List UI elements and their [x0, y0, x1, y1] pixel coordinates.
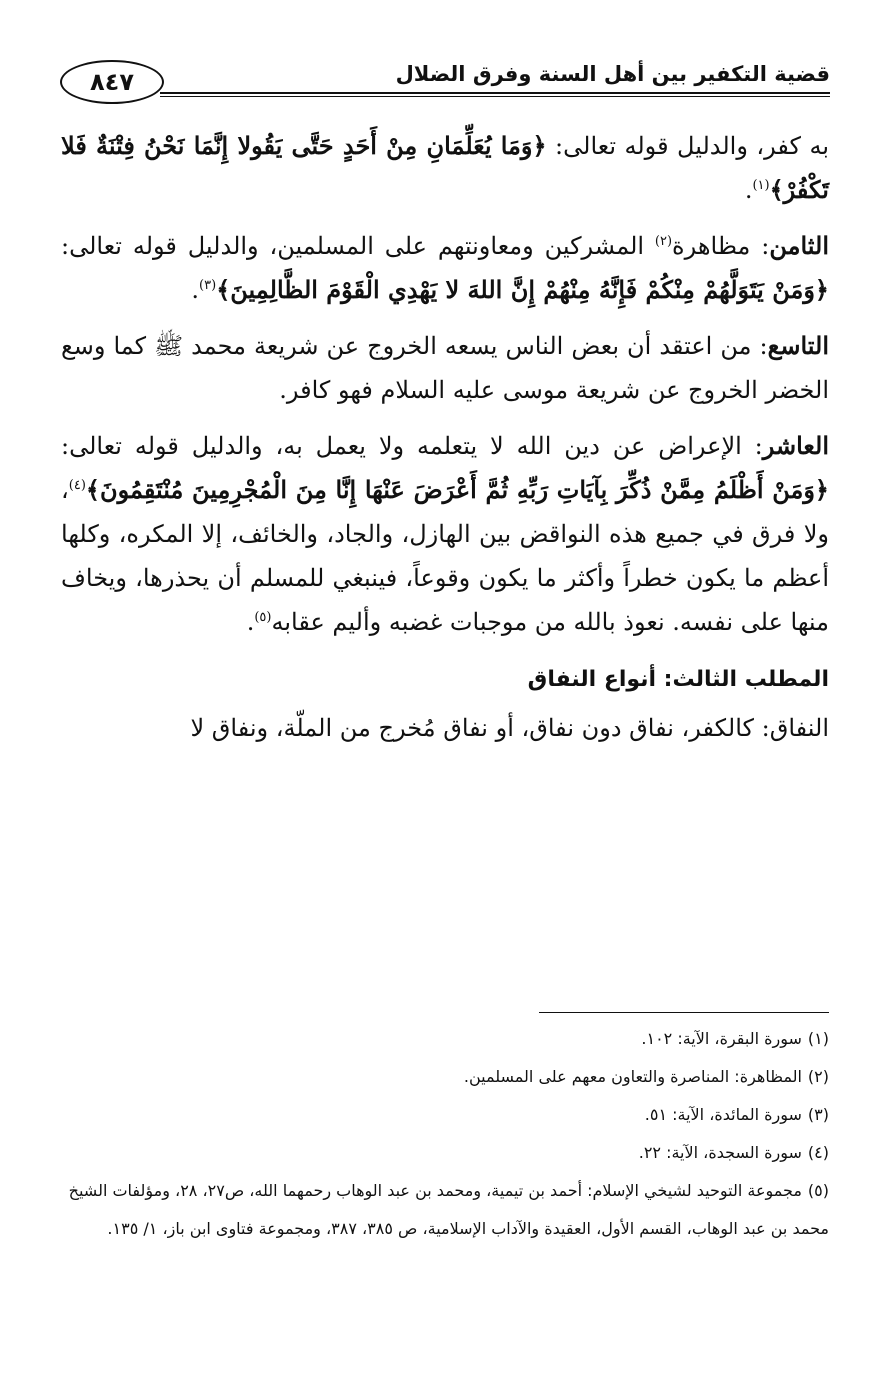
paragraph-3-lead: التاسع — [767, 331, 830, 360]
main-text — [61, 124, 829, 762]
footnote-ref-5: (٥) — [254, 610, 272, 625]
paragraph-2-text: : مظاهرة — [672, 232, 770, 260]
footnote-text: المظاهرة: المناصرة والتعاون معهم على المسلمين. — [463, 1067, 802, 1086]
footnote-number: (٢) — [807, 1067, 829, 1086]
footnote-number: (٣) — [807, 1105, 829, 1124]
footnote-2 — [61, 1058, 829, 1096]
quran-verse-1: ﴿وَمَا يُعَلِّمَانِ مِنْ أَحَدٍ حَتَّى يَقُولا إِنَّمَا نَحْنُ فِتْنَةٌ فَلا تَكْفُرْ﴾ — [61, 131, 829, 204]
footnote-text: سورة السجدة، الآية: ٢٢. — [638, 1143, 802, 1162]
running-header — [60, 58, 830, 118]
paragraph-4-text: : الإعراض عن دين الله لا يتعلمه ولا يعمل به، والدليل قوله تعالى: — [61, 432, 763, 460]
page-number-badge — [60, 60, 164, 104]
page-number: ٨٤٧ — [90, 68, 134, 96]
paragraph-2-text-2: المشركين ومعاونتهم على المسلمين، والدليل قوله تعالى: — [61, 232, 655, 260]
quran-verse-2: ﴿وَمَنْ يَتَوَلَّهُمْ مِنْكُمْ فَإِنَّهُ مِنْهُمْ إِنَّ اللهَ لا يَهْدِي الْقَوْمَ الظَّالِمِينَ﴾ — [216, 275, 829, 304]
paragraph-1-text: به كفر، والدليل قوله تعالى: — [546, 132, 830, 160]
footnote-5 — [61, 1172, 829, 1248]
paragraph-2-tail: . — [191, 276, 200, 304]
footnote-number: (٤) — [807, 1143, 829, 1162]
paragraph-1 — [61, 124, 829, 212]
paragraph-2 — [61, 224, 829, 312]
footnote-ref-3: (٣) — [199, 278, 217, 293]
footnotes — [61, 1020, 829, 1248]
paragraph-4-tail-2: . — [246, 608, 255, 636]
footnote-text: مجموعة التوحيد لشيخي الإسلام: أحمد بن تيمية، ومحمد بن عبد الوهاب رحمهما الله، ص٢٧، ٢٨، ومؤلفات الشيخ محمد بن عبد الوهاب، القسم الأول، العقيدة والآداب الإسلامية، ص ٣٨٥، ٣٨٧، ومجموعة فتاوى ابن باز، ١/ ١٣٥. — [68, 1181, 829, 1238]
footnote-ref-2: (٢) — [654, 234, 673, 249]
section-heading: المطلب الثالث: أنواع النفاق — [527, 667, 829, 692]
paragraph-2-lead: الثامن — [769, 231, 829, 260]
paragraph-3 — [61, 324, 829, 412]
quran-verse-3: ﴿وَمَنْ أَظْلَمُ مِمَّنْ ذُكِّرَ بِآيَاتِ رَبِّهِ ثُمَّ أَعْرَضَ عَنْهَا إِنَّا مِنَ الْمُجْرِمِينَ مُنْتَقِمُونَ﴾ — [85, 475, 829, 504]
paragraph-3-text: : من اعتقد أن بعض الناس يسعه الخروج عن شريعة محمد ﷺ كما وسع الخضر الخروج عن شريعة موسى عليه السلام فهو كافر. — [61, 332, 829, 404]
footnote-ref-1: (١) — [752, 178, 770, 193]
footnote-ref-4: (٤) — [68, 478, 86, 493]
header-rule — [160, 92, 830, 97]
footnote-number: (١) — [807, 1029, 829, 1048]
paragraph-4 — [61, 424, 829, 644]
footnote-1 — [61, 1020, 829, 1058]
paragraph-4-lead: العاشر — [762, 431, 829, 460]
header-title: قضية التكفير بين أهل السنة وفرق الضلال — [395, 62, 830, 86]
paragraph-4-tail: ، ولا فرق في جميع هذه النواقض بين الهازل، والجاد، والخائف، إلا المكره، وكلها أعظم ما يكون خطراً وأكثر ما يكون وقوعاً، فينبغي للمسلم أن يحذرها، ويخاف منها على نفسه. نعوذ بالله من موجبات غضبه وأليم عقابه — [61, 476, 829, 636]
footnote-number: (٥) — [807, 1181, 829, 1200]
footnote-3 — [61, 1096, 829, 1134]
footnote-4 — [61, 1134, 829, 1172]
footnote-text: سورة المائدة، الآية: ٥١. — [644, 1105, 802, 1124]
paragraph-1-tail: . — [744, 176, 753, 204]
paragraph-5: النفاق: كالكفر، نفاق دون نفاق، أو نفاق مُخرج من الملّة، ونفاق لا — [190, 714, 829, 742]
footnote-text: سورة البقرة، الآية: ١٠٢. — [641, 1029, 802, 1048]
footnote-divider — [539, 1012, 829, 1013]
